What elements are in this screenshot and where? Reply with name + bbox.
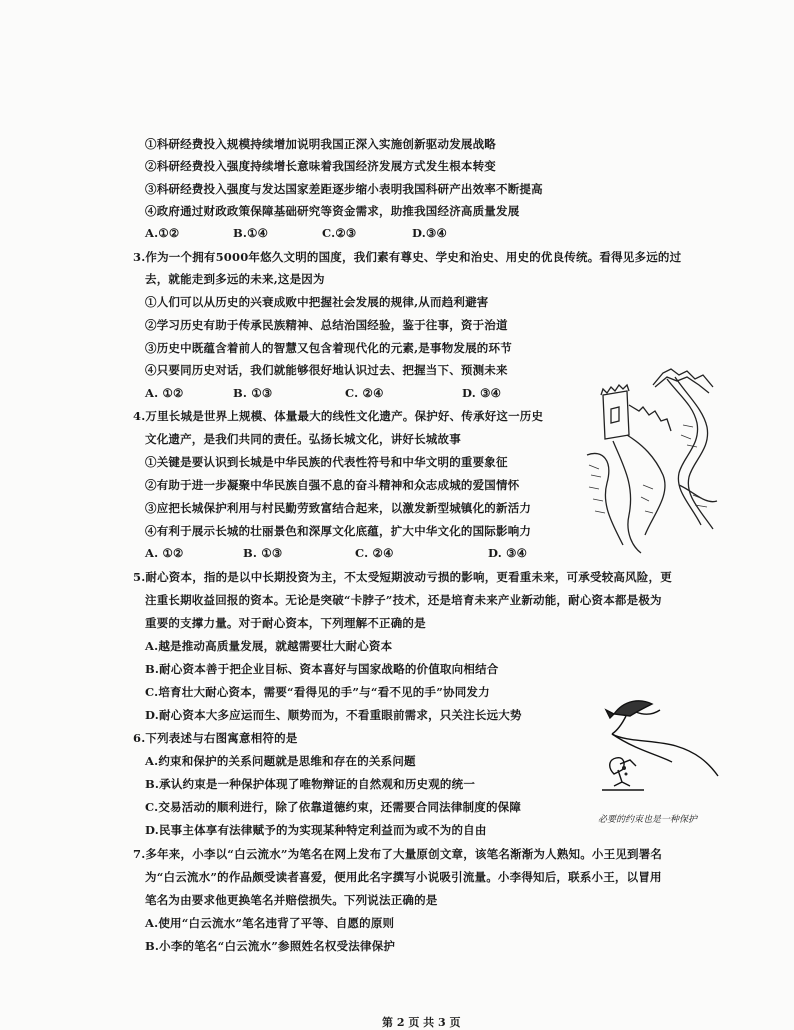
q7-stem-line1: 7.多年来，小李以“白云流水”为笔名在网上发布了大量原创文章，该笔名渐渐为人熟知。小王见到署名 — [133, 847, 663, 861]
cartoon-caption: 必要的约束也是一种保护 — [598, 815, 698, 825]
q6-option-c: C.交易活动的顺利进行，除了依靠道德约束，还需要合同法律制度的保障 — [145, 800, 522, 814]
q3-choice-a: A. ①② — [145, 386, 184, 400]
q6-option-b: B.承认约束是一种保护体现了唯物辩证的自然观和历史观的统一 — [145, 777, 476, 791]
q6-option-a: A.约束和保护的关系问题就是思维和存在的关系问题 — [145, 754, 416, 768]
q7-option-a: A.使用“白云流水”笔名违背了平等、自愿的原则 — [145, 916, 395, 930]
q3-stem-line1: 3.作为一个拥有5000年悠久文明的国度，我们素有尊史、学史和治史、用史的优良传统。看得见多远的过 — [133, 250, 682, 264]
q5-stem-line2: 注重长期收益回报的资本。无论是突破“卡脖子”技术，还是培育未来产业新动能，耐心资本都是极为 — [145, 593, 662, 607]
q4-choice-d: D. ③④ — [488, 546, 528, 560]
q3-option-4: ④只要同历史对话，我们就能够很好地认识过去、把握当下、预测未来 — [145, 363, 508, 377]
q4-option-4: ④有利于展示长城的壮丽景色和深厚文化底蕴，扩大中华文化的国际影响力 — [145, 524, 532, 538]
q2-option-1: ①科研经费投入规模持续增加说明我国正深入实施创新驱动发展战略 — [145, 137, 496, 151]
q2-choice-c: C.②③ — [322, 226, 357, 240]
page-footer: 第 2 页 共 3 页 — [382, 1016, 461, 1029]
q5-option-d: D.耐心资本大多应运而生、顺势而为，不看重眼前需求，只关注长远大势 — [145, 708, 522, 722]
q4-choice-b: B. ①③ — [243, 546, 283, 560]
q3-stem-line2: 去，就能走到多远的未来,这是因为 — [145, 272, 325, 286]
q2-option-2: ②科研经费投入强度持续增长意味着我国经济发展方式发生根本转变 — [145, 159, 496, 173]
q3-option-3: ③历史中既蕴含着前人的智慧又包含着现代化的元素,是事物发展的环节 — [145, 341, 512, 355]
q2-option-3: ③科研经费投入强度与发达国家差距逐步缩小表明我国科研产出效率不断提高 — [145, 182, 543, 196]
q3-choice-c: C. ②④ — [345, 386, 384, 400]
q3-choice-d: D. ③④ — [462, 386, 502, 400]
q4-stem-line2: 文化遗产，是我们共同的责任。弘扬长城文化，讲好长城故事 — [145, 432, 461, 446]
q4-choice-a: A. ①② — [145, 546, 184, 560]
q7-stem-line2: 为“白云流水”的作品颇受读者喜爱，便用此名字撰写小说吸引流量。小李得知后，联系小王，以冒用 — [145, 870, 662, 884]
q2-choice-b: B.①④ — [233, 226, 269, 240]
q7-option-b: B.小李的笔名“白云流水”参照姓名权受法律保护 — [145, 939, 396, 953]
q3-option-2: ②学习历史有助于传承民族精神、总结治国经验，鉴于往事，资于治道 — [145, 318, 508, 332]
q4-stem-line1: 4.万里长城是世界上规模、体量最大的线性文化遗产。保护好、传承好这一历史 — [133, 409, 544, 423]
q5-option-c: C.培育壮大耐心资本，需要“看得见的手”与“看不见的手”协同发力 — [145, 685, 490, 699]
kite-illustration — [596, 690, 726, 800]
q6-stem: 6.下列表述与右图寓意相符的是 — [133, 731, 298, 745]
q4-option-2: ②有助于进一步凝聚中华民族自强不息的奋斗精神和众志成城的爱国情怀 — [145, 478, 520, 492]
q5-option-a: A.越是推动高质量发展，就越需要壮大耐心资本 — [145, 639, 393, 653]
q7-stem-line3: 笔名为由要求他更换笔名并赔偿损失。下列说法正确的是 — [145, 893, 438, 907]
q2-choice-a: A.①② — [145, 226, 180, 240]
q2-choice-d: D.③④ — [412, 226, 447, 240]
q2-option-4: ④政府通过财政政策保障基础研究等资金需求，助推我国经济高质量发展 — [145, 204, 520, 218]
q5-option-b: B.耐心资本善于把企业目标、资本喜好与国家战略的价值取向相结合 — [145, 662, 499, 676]
q5-stem-line3: 重要的支撑力量。对于耐心资本，下列理解不正确的是 — [145, 616, 426, 630]
q4-option-3: ③应把长城保护利用与村民勤劳致富结合起来，以激发新型城镇化的新活力 — [145, 501, 532, 515]
q4-choice-c: C. ②④ — [355, 546, 394, 560]
great-wall-illustration — [583, 365, 723, 555]
q3-option-1: ①人们可以从历史的兴衰成败中把握社会发展的规律,从而趋利避害 — [145, 295, 489, 309]
q5-stem-line1: 5.耐心资本，指的是以中长期投资为主，不太受短期波动亏损的影响，更看重未来，可承受较高风险，更 — [133, 570, 672, 584]
q6-option-d: D.民事主体享有法律赋予的为实现某种特定利益而为或不为的自由 — [145, 823, 487, 837]
q3-choice-b: B. ①③ — [233, 386, 273, 400]
q4-option-1: ①关键是要认识到长城是中华民族的代表性符号和中华文明的重要象征 — [145, 455, 508, 469]
